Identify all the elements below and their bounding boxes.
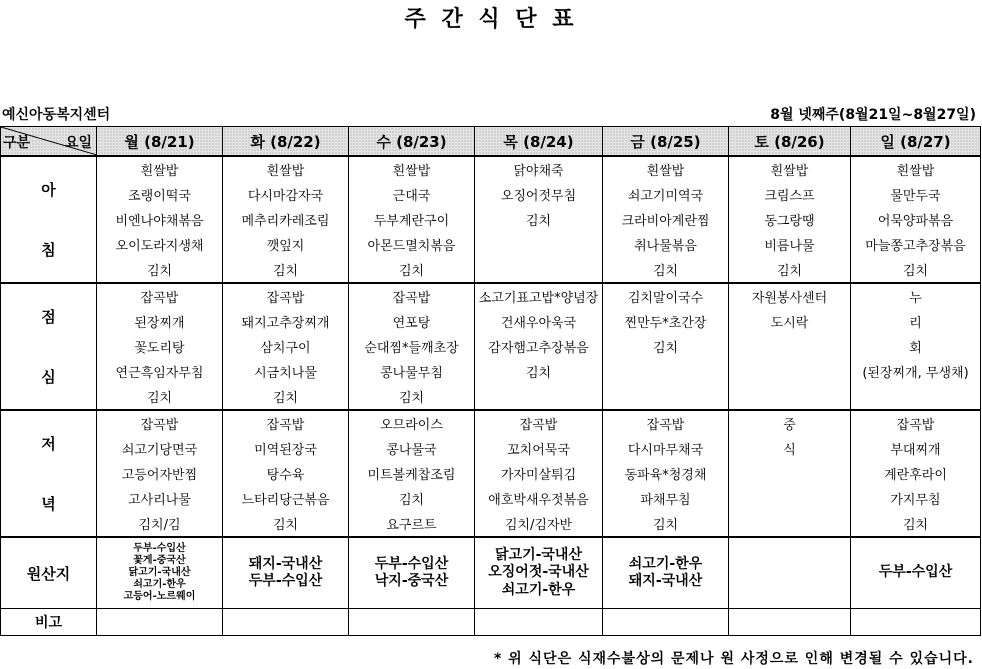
menu-cell: 계란후라이 [851,461,981,486]
origin-line: 돼지-국내산 [248,555,323,572]
menu-cell: 잡곡밥 [223,283,349,309]
menu-cell: 깻잎지 [223,232,349,257]
header-row [1,127,981,157]
menu-cell: 잡곡밥 [851,410,981,436]
origin-line: 고등어-노르웨이 [123,591,196,602]
meal-label-char: 저 [41,434,56,453]
menu-cell: 콩나물무침 [349,359,475,384]
menu-cell: 김치 [603,334,729,359]
menu-cell: 흰쌀밥 [223,156,349,182]
menu-cell: 부대찌개 [851,436,981,461]
menu-cell: 흰쌀밥 [851,156,981,182]
menu-cell: 리 [851,309,981,334]
day-header: 일 (8/27) [851,127,981,157]
menu-row [1,257,981,283]
menu-cell: 소고기표고밥*양념장 [475,283,603,309]
origin-line: 오징어젓-국내산 [488,564,589,581]
menu-cell: 돼지고추장찌개 [223,309,349,334]
menu-cell: 김치 [475,207,603,232]
origin-line: 두부-수입산 [374,555,449,572]
menu-cell: 가자미살튀김 [475,461,603,486]
menu-cell: 다시마무채국 [603,436,729,461]
day-header: 토 (8/26) [729,127,851,157]
origin-label: 원산지 [1,537,97,609]
menu-cell: 식 [729,436,851,461]
origin-cell [729,537,851,609]
menu-cell: 회 [851,334,981,359]
menu-cell: 쇠고기미역국 [603,182,729,207]
menu-cell: 파채무침 [603,486,729,511]
origin-cell [603,537,729,609]
menu-cell: 잡곡밥 [349,283,475,309]
day-header: 금 (8/25) [603,127,729,157]
menu-cell: 김치 [603,257,729,283]
menu-cell [603,384,729,410]
origin-line: 쇠고기-한우 [628,555,703,572]
menu-cell: 김치 [729,257,851,283]
meal-label-char: 침 [41,240,56,259]
note-cell [223,609,349,636]
menu-cell: 김치말이국수 [603,283,729,309]
menu-cell: 김치 [349,257,475,283]
day-header: 화 (8/22) [223,127,349,157]
menu-cell: 자원봉사센터 [729,283,851,309]
menu-cell: 김치 [475,359,603,384]
menu-cell: 메추리카레조림 [223,207,349,232]
menu-row [1,359,981,384]
menu-row [1,511,981,537]
menu-cell [851,384,981,410]
origin-line: 닭고기-국내산 [128,567,191,578]
menu-cell: 크림스프 [729,182,851,207]
menu-cell: 잡곡밥 [603,410,729,436]
origin-line: 쇠고기-한우 [133,579,186,590]
day-header: 월 (8/21) [97,127,223,157]
menu-cell: 김치 [851,257,981,283]
origin-line: 두부-수입산 [248,573,323,589]
menu-cell: 김치 [349,384,475,410]
menu-row [1,156,981,182]
header-gubun-cell [1,127,97,157]
footer-note: * 위 식단은 식재수불상의 문제나 원 사정으로 인해 변경될 수 있습니다. [493,651,974,667]
menu-cell: 아몬드멸치볶음 [349,232,475,257]
menu-row [1,410,981,436]
menu-cell [729,359,851,384]
menu-cell: 닭야채죽 [475,156,603,182]
menu-cell: 김치 [603,511,729,537]
menu-cell: 김치 [223,511,349,537]
menu-row [1,334,981,359]
menu-cell: 잡곡밥 [223,410,349,436]
note-label: 비고 [1,609,97,636]
center-name: 예신아동복지센터 [2,107,111,123]
menu-cell: 김치 [97,257,223,283]
menu-cell: 삼치구이 [223,334,349,359]
menu-cell [729,486,851,511]
menu-cell: 건새우아욱국 [475,309,603,334]
menu-cell: 고사리나물 [97,486,223,511]
menu-row [1,232,981,257]
origin-row [1,537,981,609]
menu-cell: 느타리당근볶음 [223,486,349,511]
menu-cell: 김치/김 [97,511,223,537]
menu-cell: 잡곡밥 [97,283,223,309]
menu-cell: 꽃도리탕 [97,334,223,359]
gubun-label: 구분 [3,135,31,151]
menu-row [1,283,981,309]
menu-cell: 연포탕 [349,309,475,334]
origin-line: 닭고기-국내산 [495,546,582,563]
menu-cell: 김치 [223,257,349,283]
menu-row [1,207,981,232]
menu-cell [603,359,729,384]
note-cell [97,609,223,636]
menu-cell: 가지무침 [851,486,981,511]
menu-row [1,384,981,410]
menu-cell: 순대찜*들깨초장 [349,334,475,359]
menu-cell: 어묵양파볶음 [851,207,981,232]
menu-cell: 비름나물 [729,232,851,257]
menu-cell: 시금치나물 [223,359,349,384]
menu-cell: 물만두국 [851,182,981,207]
menu-cell: 감자햄고추장볶음 [475,334,603,359]
menu-cell: 김치/김자반 [475,511,603,537]
menu-cell [475,232,603,257]
menu-cell [475,257,603,283]
note-cell [851,609,981,636]
origin-cell [223,537,349,609]
menu-cell: 애호박새우젓볶음 [475,486,603,511]
menu-cell: 취나물볶음 [603,232,729,257]
menu-cell: 찐만두*초간장 [603,309,729,334]
menu-cell: 잡곡밥 [475,410,603,436]
origin-cell [475,537,603,609]
origin-line: 쇠고기-한우 [501,581,576,598]
menu-cell: 오징어젓무침 [475,182,603,207]
note-row [1,609,981,636]
menu-row [1,461,981,486]
day-header: 목 (8/24) [475,127,603,157]
meal-label-cell [1,156,97,283]
menu-cell: 흰쌀밥 [603,156,729,182]
menu-cell: 조랭이떡국 [97,182,223,207]
menu-row [1,436,981,461]
menu-cell: 오므라이스 [349,410,475,436]
origin-line: 돼지-국내산 [628,573,703,589]
menu-row [1,182,981,207]
menu-cell: 쇠고기당면국 [97,436,223,461]
note-cell [349,609,475,636]
menu-cell: 김치 [851,511,981,537]
menu-cell: 김치 [349,486,475,511]
menu-cell: 누 [851,283,981,309]
origin-line: 꽃게-중국산 [133,555,186,566]
menu-cell: 된장찌개 [97,309,223,334]
meal-label-cell [1,283,97,410]
menu-cell: 요구르트 [349,511,475,537]
menu-cell: 잡곡밥 [97,410,223,436]
menu-cell: 김치 [97,384,223,410]
menu-cell: 흰쌀밥 [729,156,851,182]
meal-label-char: 점 [41,307,56,326]
yoil-label: 요일 [64,135,92,151]
menu-cell [729,461,851,486]
note-cell [729,609,851,636]
page-title: 주 간 식 단 표 [404,7,578,32]
week-label: 8월 넷째주(8월21일~8월27일) [770,107,976,123]
menu-cell: 콩나물국 [349,436,475,461]
menu-table [0,126,981,636]
menu-cell: 두부계란구이 [349,207,475,232]
meal-label-char: 아 [41,180,56,199]
origin-cell [97,537,223,609]
menu-cell: 꼬치어묵국 [475,436,603,461]
origin-line: 두부-수입산 [133,543,186,554]
menu-cell: 미역된장국 [223,436,349,461]
menu-cell [475,384,603,410]
note-cell [603,609,729,636]
menu-cell: 탕수육 [223,461,349,486]
menu-cell: 미트볼케찹조림 [349,461,475,486]
menu-cell: 고등어자반찜 [97,461,223,486]
meal-label-char: 심 [41,367,56,386]
meal-label-char: 녁 [41,494,56,513]
origin-line: 낙지-중국산 [374,573,449,589]
menu-cell: 동파육*청경채 [603,461,729,486]
menu-cell: 동그랑땡 [729,207,851,232]
menu-row [1,486,981,511]
menu-cell [729,384,851,410]
menu-cell: 근대국 [349,182,475,207]
menu-cell: 마늘쫑고추장볶음 [851,232,981,257]
menu-cell: 중 [729,410,851,436]
menu-cell: 크라비아계란찜 [603,207,729,232]
day-header: 수 (8/23) [349,127,475,157]
origin-cell [349,537,475,609]
menu-cell: 흰쌀밥 [97,156,223,182]
menu-cell: (된장찌개, 무생채) [851,359,981,384]
menu-cell: 흰쌀밥 [349,156,475,182]
menu-cell: 오이도라지생채 [97,232,223,257]
origin-cell [851,537,981,609]
note-cell [475,609,603,636]
menu-cell: 비엔나야채볶음 [97,207,223,232]
menu-cell [729,511,851,537]
meal-label-cell [1,410,97,537]
origin-line: 두부-수입산 [878,564,953,581]
menu-cell: 다시마감자국 [223,182,349,207]
menu-cell: 김치 [223,384,349,410]
menu-row [1,309,981,334]
menu-cell: 연근흑임자무침 [97,359,223,384]
menu-cell [729,334,851,359]
menu-cell: 도시락 [729,309,851,334]
